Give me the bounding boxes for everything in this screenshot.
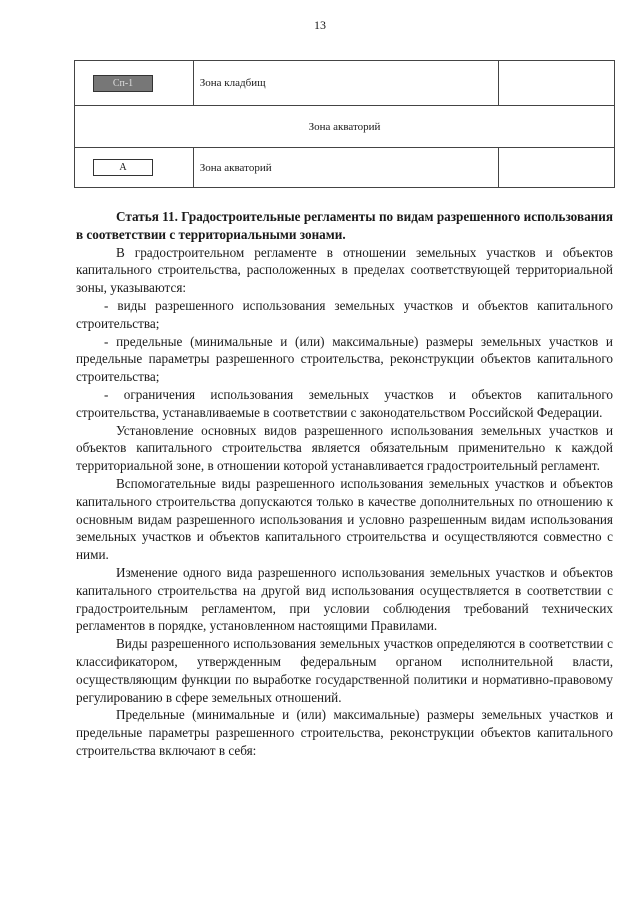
zone-group-title: Зона акваторий — [75, 106, 615, 148]
zones-table — [74, 60, 615, 188]
paragraph: Виды разрешенного использования земельных участков определяются в соответствии с классификатором, утвержденным федеральным органом исполнительной власти, осуществляющим функции по выработке государственной политики и нормативно-правовому регулированию в сфере земельных отношений. — [76, 636, 613, 705]
list-item: - предельные (минимальные и (или) максимальные) размеры земельных участков и предельные параметры разрешенного строительства, реконструкции объектов капитального строительства; — [76, 333, 613, 385]
paragraph: Изменение одного вида разрешенного использования земельных участков и объектов капитального строительства на другой вид использования осуществляется в соответствии с градостроительным регламентом, при условии соблюдения требований технических регламентов в порядке, установленном настоящими Правилами. — [76, 564, 613, 634]
zone-name-cell: Зона акваторий — [193, 148, 499, 188]
empty-cell — [499, 61, 615, 106]
zone-code-badge: А — [93, 159, 153, 176]
zone-code-cell — [75, 61, 194, 106]
paragraph: Установление основных видов разрешенного использования земельных участков и объектов капитального строительства является обязательным применительно к каждой территориальной зоне, в отношении которой устанавливается градостроительный регламент. — [76, 422, 613, 474]
empty-cell — [499, 148, 615, 188]
list-item: - виды разрешенного использования земельных участков и объектов капитального строительства; — [76, 297, 613, 331]
article-body — [76, 208, 613, 760]
page-number: 13 — [314, 18, 326, 32]
paragraph: Предельные (минимальные и (или) максимальные) размеры земельных участков и предельные параметры разрешенного строительства, реконструкции объектов капитального строительства включают в себя: — [76, 707, 613, 758]
zone-code-badge: Сп-1 — [93, 75, 153, 92]
paragraph: В градостроительном регламенте в отношении земельных участков и объектов капитального строительства, расположенных в пределах соответствующей территориальной зоны, указываются: — [76, 244, 613, 296]
article-heading: Статья 11. Градостроительные регламенты по видам разрешенного использования в соответствии с территориальными зонами. — [76, 209, 613, 242]
table-row — [75, 106, 615, 148]
list-item: - ограничения использования земельных участков и объектов капитального строительства, устанавливаемые в соответствии с законодательством Российской Федерации. — [76, 386, 613, 420]
paragraph: Вспомогательные виды разрешенного использования земельных участков и объектов капитального строительства допускаются только в качестве дополнительных по отношению к основным видам разрешенного использования и условно разрешенным видам использования земельных участков и объектов капитального строительства и осуществляются совместно с ними. — [76, 475, 613, 563]
table-row — [75, 61, 615, 106]
zone-code-cell — [75, 148, 194, 188]
zone-name-cell: Зона кладбищ — [193, 61, 499, 106]
table-row — [75, 148, 615, 188]
